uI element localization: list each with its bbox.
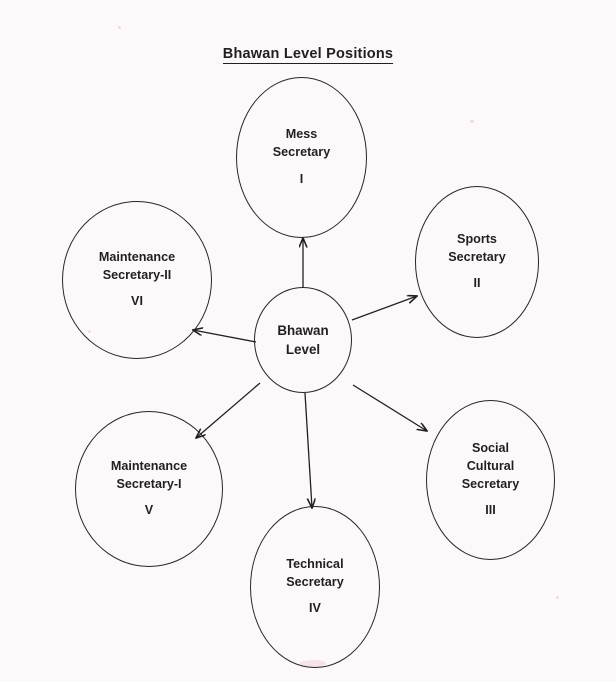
node-label-line: Secretary-II [102, 267, 172, 282]
node-label-line: Secretary [448, 249, 506, 264]
node-technical-secretary[interactable] [250, 506, 380, 668]
node-sports-secretary[interactable] [415, 186, 539, 338]
node-maintenance-secretary-ii[interactable] [62, 201, 212, 359]
page-title-text: Bhawan Level Positions [222, 46, 394, 62]
node-rank: III [485, 503, 496, 518]
node-label-line: Social [471, 440, 510, 455]
node-rank: I [299, 171, 304, 186]
node-rank: II [473, 276, 481, 291]
node-label-line: Secretary-I [116, 476, 182, 491]
node-label-line: Secretary [461, 476, 520, 491]
node-label-line: Secretary [272, 145, 331, 160]
edge-center-to-maintenance-ii [193, 330, 256, 342]
node-label-line: Maintenance [110, 458, 188, 473]
edge-center-to-technical [305, 393, 312, 508]
node-label-line: Bhawan [277, 322, 329, 338]
node-rank: VI [131, 294, 143, 309]
edge-center-to-social-cultural [353, 385, 427, 431]
edge-center-to-maintenance-i [196, 383, 260, 438]
node-bhawan-level[interactable] [254, 287, 352, 393]
node-rank: IV [309, 601, 321, 616]
node-label-line: Maintenance [98, 249, 176, 264]
node-label-line: Secretary [286, 574, 344, 589]
node-social-cultural-secretary[interactable] [426, 400, 555, 560]
node-label-line: Technical [286, 556, 344, 571]
node-maintenance-secretary-i[interactable] [75, 411, 223, 567]
node-mess-secretary[interactable] [236, 77, 367, 238]
node-label-line: Cultural [466, 458, 515, 473]
node-rank: V [144, 503, 154, 518]
node-label-line: Level [285, 342, 321, 357]
node-label-line: Sports [457, 231, 497, 246]
node-label-line: Mess [285, 127, 318, 142]
edge-center-to-sports [352, 296, 417, 320]
